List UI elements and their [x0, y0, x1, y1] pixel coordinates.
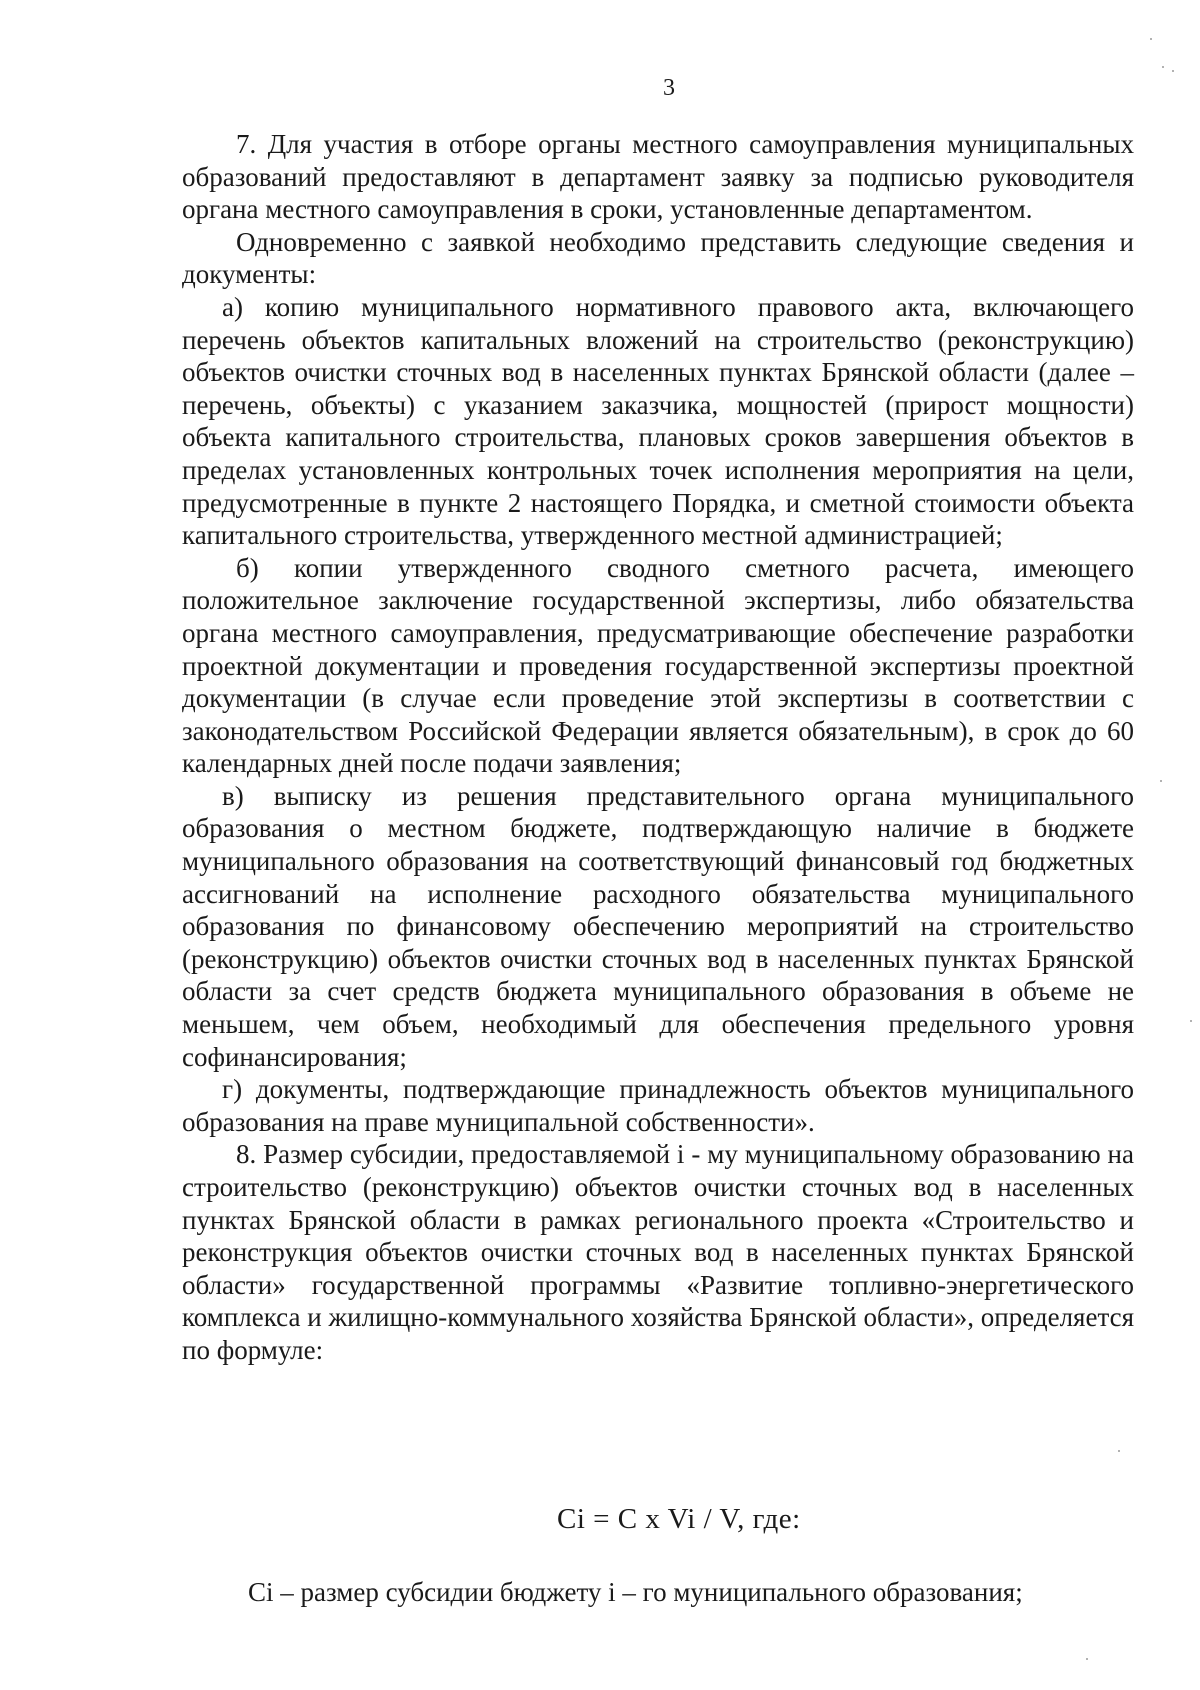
- list-item-v: в) выписку из решения представительного органа муниципального образования о местном бюджете, подтверждающую наличие в бюджете муниципального образования на соответствующий финансовый год бюджетных ассигнований на исполнение расходного обязательства муниципального образования по финансовому обеспечению мероприятий на строительство (реконструкцию) объектов очистки сточных вод в населенных пунктах Брянской области за счет средств бюджета муниципального образования в объеме не меньшем, чем объем, необходимый для обеспечения предельного уровня софинансирования;: [182, 780, 1134, 1072]
- scan-speck: [1086, 1658, 1088, 1660]
- list-item-b: б) копии утвержденного сводного сметного расчета, имеющего положительное заключение государственной экспертизы, либо обязательства органа местного самоуправления, предусматривающие обеспечение разработки проектной документации и проведения государственной экспертизы проектной документации (в случае если проведение этой экспертизы в соответствии с законодательством Российской Федерации является обязательным), в срок до 60 календарных дней после подачи заявления;: [182, 552, 1134, 779]
- page-number: 3: [663, 75, 675, 101]
- scan-speck: [1190, 1020, 1192, 1022]
- scan-speck: [1160, 780, 1162, 782]
- scan-speck: [1162, 66, 1164, 68]
- paragraph-8: 8. Размер субсидии, предоставляемой i - му муниципальному образованию на строительство (реконструкцию) объектов очистки сточных вод в населенных пунктах Брянской области в рамках регионального проекта «Строительство и реконструкция объектов очистки сточных вод в населенных пунктах Брянской области» государственной программы «Развитие топливно-энергетического комплекса и жилищно-коммунального хозяйства Брянской области», определяется по формуле:: [182, 1139, 1134, 1365]
- paragraph-7: 7. Для участия в отборе органы местного самоуправления муниципальных образований предоставляют в департамент заявку за подписью руководителя органа местного самоуправления в сроки, установленные департаментом.: [182, 129, 1134, 225]
- subsidy-formula: Ci = C x Vi / V, где:: [557, 1503, 801, 1535]
- scan-speck: [1172, 70, 1174, 72]
- formula-definition: Ci – размер субсидии бюджету i – го муниципального образования;: [248, 1577, 1023, 1607]
- paragraph-required-documents: Одновременно с заявкой необходимо представить следующие сведения и документы:: [182, 226, 1134, 290]
- list-item-a: а) копию муниципального нормативного правового акта, включающего перечень объектов капитальных вложений на строительство (реконструкцию) объектов очистки сточных вод в населенных пунктах Брянской области (далее – перечень, объекты) с указанием заказчика, мощностей (прирост мощности) объекта капитального строительства, плановых сроков завершения объектов в пределах установленных контрольных точек исполнения мероприятия на цели, предусмотренные в пункте 2 настоящего Порядка, и сметной стоимости объекта капитального строительства, утвержденного местной администрацией;: [182, 291, 1134, 551]
- document-body: [182, 128, 1134, 1367]
- scan-speck: [1150, 38, 1152, 40]
- list-item-g: г) документы, подтверждающие принадлежность объектов муниципального образования на праве муниципальной собственности».: [182, 1074, 1134, 1137]
- scan-speck: [1118, 1450, 1120, 1452]
